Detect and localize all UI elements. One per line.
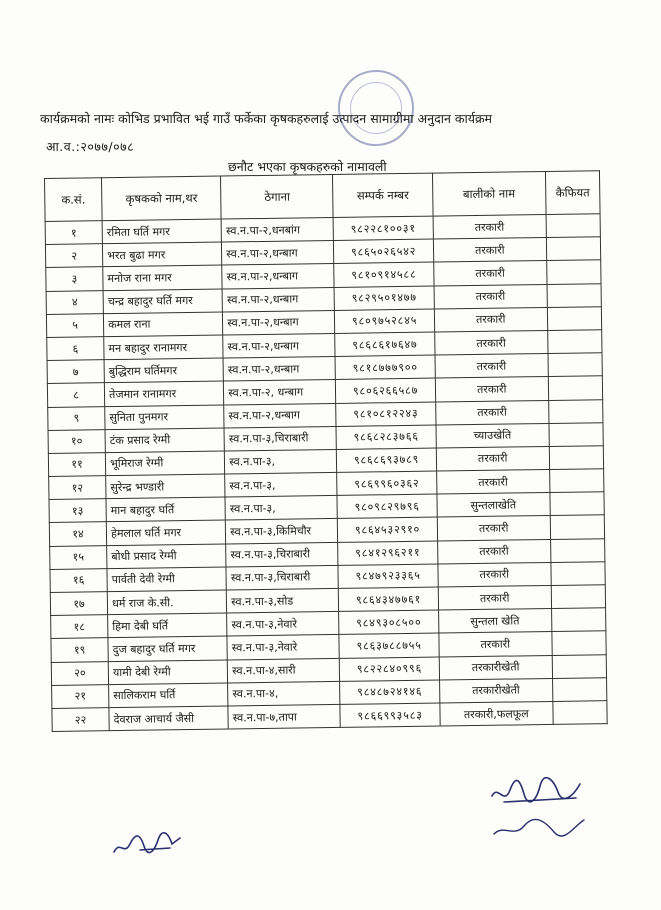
cell-address: स्व.न.पा-३,नेवारे [227,635,340,660]
cell-name: मनोज राना मगर [103,265,223,290]
cell-address: स्व.न.पा-२,धन्बाग [223,310,336,335]
cell-crop: तरकारी [435,354,549,379]
cell-crop: तरकारी [438,562,552,587]
column-header-crop: बालीको नाम [432,171,546,216]
cell-address: स्व.न.पा-३,किमिचौर [226,519,339,544]
cell-name: सालिकराम घर्ति [109,683,229,708]
cell-sn: ८ [47,383,104,407]
cell-remarks [552,654,606,678]
cell-sn: २२ [52,708,109,732]
fiscal-year: आ.व.:२०७७/०७८ [46,139,135,154]
cell-sn: १२ [49,476,106,500]
farmers-table [44,170,608,732]
cell-phone: ९८६८६९३७८९ [337,448,436,473]
cell-phone: ९८६३७८८७५५ [339,633,438,658]
cell-name: मन बहादुर रानामगर [104,335,224,360]
cell-crop: तरकारी [438,585,552,610]
cell-crop: सुन्तला खेति [438,609,552,634]
cell-name: रमिता घर्ति मगर [102,219,222,244]
cell-name: मान बहादुर घर्ति [106,497,226,522]
cell-remarks [552,677,606,701]
cell-name: सुनिता पुनमगर [105,405,225,430]
column-header-sn: क.सं. [45,178,103,222]
cell-remarks [550,515,604,539]
cell-remarks [548,376,602,400]
cell-phone: ९८६४५३२९१० [338,517,437,542]
cell-remarks [546,214,600,238]
cell-address: स्व.न.पा-३, [225,472,338,497]
column-header-address: ठेगाना [221,174,334,219]
cell-remarks [549,399,603,423]
cell-address: स्व.न.पा-३, [225,496,338,521]
cell-crop: तरकारी [433,261,547,286]
cell-phone: ९८०९८२९७९६ [337,494,436,519]
cell-name: भरत बुढा मगर [103,242,223,267]
cell-sn: २० [51,661,108,685]
table-body [45,214,607,732]
cell-sn: १३ [49,499,106,523]
cell-sn: ७ [47,360,104,384]
cell-address: स्व.न.पा-२,धन्बाग [224,403,337,428]
cell-sn: १९ [51,638,108,662]
cell-sn: २१ [52,684,109,708]
cell-crop: तरकारीखेती [439,678,553,703]
cell-address: स्व.न.पा-२,धन्बाग [222,264,335,289]
cell-phone: ९८१८७७७९०० [336,355,435,380]
cell-phone: ९८६६९९३५८३ [340,703,439,728]
cell-name: हिमा देबी घर्ति [108,613,228,638]
column-header-name: कृषकको नाम,थर [102,176,222,221]
cell-phone: ९८६८६१७६४७ [335,332,434,357]
cell-sn: १७ [50,592,107,616]
cell-address: स्व.न.पा-४,सारी [228,658,341,683]
cell-address: स्व.न.पा-२,धनबांग [221,217,334,242]
cell-phone: ९८४८७२४१४६ [340,680,439,705]
cell-phone: ९८४१२९६२११ [338,541,437,566]
cell-sn: ५ [46,313,103,337]
cell-sn: १५ [50,545,107,569]
cell-remarks [547,283,601,307]
cell-address: स्व.न.पा-२, धन्बाग [224,380,337,405]
cell-crop: तरकारी [437,516,551,541]
cell-remarks [553,701,607,725]
cell-phone: ९८२९५०१४७७ [335,286,434,311]
cell-sn: ६ [47,337,104,361]
cell-crop: तरकारीखेती [439,655,553,680]
cell-remarks [547,306,601,330]
cell-name: पार्वती देवी रेग्मी [107,567,227,592]
cell-address: स्व.न.पा-३, [225,449,338,474]
cell-name: यामी देबी रेग्मी [108,660,228,685]
cell-sn: ३ [46,267,103,291]
cell-remarks [549,469,603,493]
right-signature-icon [484,776,594,846]
program-title: कार्यक्रमको नामः कोभिड प्रभावित भई गाउँ फर्केका कृषकहरुलाई उत्पादन सामाग्रीमा अनुदान कार्यक्रम [40,111,493,126]
cell-phone: ९८२२८१००३१ [334,216,433,241]
column-header-remarks: कैफियत [545,171,600,215]
column-header-phone: सम्पर्क नम्बर [333,173,433,217]
cell-sn: १ [45,221,102,245]
cell-name: हेमलाल घर्ति मगर [106,520,226,545]
cell-address: स्व.न.पा-३,चिराबारी [226,542,339,567]
cell-crop: तरकारी [435,400,549,425]
cell-name: दुज बहादुर घर्ति मगर [108,636,228,661]
cell-remarks [551,585,605,609]
cell-address: स्व.न.पा-३,चिराबारी [226,565,339,590]
cell-crop: च्याउखेति [436,423,550,448]
left-signature-icon [110,822,190,862]
cell-name: बुद्धिराम घर्तिमगर [104,358,224,383]
cell-sn: ९ [48,406,105,430]
cell-phone: ९८२२८४०९९६ [340,657,439,682]
cell-remarks [547,260,601,284]
cell-address: स्व.न.पा-३,सोड [227,588,340,613]
cell-name: चन्द्र बहादुर घर्ति मगर [103,289,223,314]
cell-name: तेजमान रानामगर [104,381,224,406]
cell-address: स्व.न.पा-४, [228,681,341,706]
cell-phone: ९८४७९२३३६५ [338,564,437,589]
cell-address: स्व.न.पा-३,नेवारे [227,612,340,637]
cell-crop: तरकारी [435,377,549,402]
cell-crop: तरकारी [433,214,547,239]
cell-remarks [548,353,602,377]
cell-crop: तरकारी,फलफूल [440,701,554,726]
cell-address: स्व.न.पा-२,धन्बाग [222,241,335,266]
cell-sn: १४ [49,522,106,546]
cell-crop: तरकारी [434,330,548,355]
table-header-row [45,171,601,222]
cell-remarks [550,492,604,516]
cell-phone: ९८६४३४७७६१ [339,587,438,612]
cell-name: कमल राना [103,312,223,337]
cell-name: धर्म राज के.सी. [107,590,227,615]
cell-crop: तरकारी [433,238,547,263]
cell-sn: १८ [51,615,108,639]
cell-name: टंक प्रसाद रेग्मी [105,428,225,453]
cell-remarks [546,237,600,261]
cell-name: देवराज आचार्य जैसी [109,706,229,731]
cell-remarks [549,446,603,470]
cell-crop: सुन्तलाखेति [437,493,551,518]
cell-phone: ९८१०८१२२४३ [336,402,435,427]
cell-crop: तरकारी [434,284,548,309]
cell-phone: ९८६९९६०३६२ [337,471,436,496]
cell-phone: ९८१०९१४५८८ [334,262,433,287]
cell-sn: ११ [48,453,105,477]
cell-sn: १६ [50,568,107,592]
cell-address: स्व.न.पा-३,चिराबारी [224,426,337,451]
cell-crop: तरकारी [439,632,553,657]
cell-sn: २ [45,244,102,268]
cell-sn: १० [48,429,105,453]
cell-sn: ४ [46,290,103,314]
cell-phone: ९८६५०२६५४२ [334,239,433,264]
cell-crop: तरकारी [437,539,551,564]
cell-name: बोधी प्रसाद रेग्मी [107,544,227,569]
cell-remarks [551,562,605,586]
cell-remarks [552,631,606,655]
cell-remarks [551,608,605,632]
cell-phone: ९८६८२८३७६६ [336,425,435,450]
cell-crop: तरकारी [436,446,550,471]
cell-address: स्व.न.पा-२,धन्बाग [223,357,336,382]
cell-name: भूमिराज रेग्मी [105,451,225,476]
cell-remarks [550,538,604,562]
cell-phone: ९८०६२६६५८७ [336,378,435,403]
office-stamp-icon [333,65,419,151]
list-title: छनौट भएका कृषकहरुको नामावली [228,159,387,174]
cell-remarks [548,330,602,354]
cell-address: स्व.न.पा-२,धन्बाग [223,333,336,358]
cell-name: सुरेन्द्र भण्डारी [106,474,226,499]
cell-crop: तरकारी [436,470,550,495]
cell-address: स्व.न.पा-२,धन्बाग [222,287,335,312]
cell-remarks [549,422,603,446]
cell-crop: तरकारी [434,307,548,332]
cell-phone: ९८४९३०८५०० [339,610,438,635]
cell-phone: ९८०९७५२८४५ [335,309,434,334]
cell-address: स्व.न.पा-७,तापा [228,704,341,729]
